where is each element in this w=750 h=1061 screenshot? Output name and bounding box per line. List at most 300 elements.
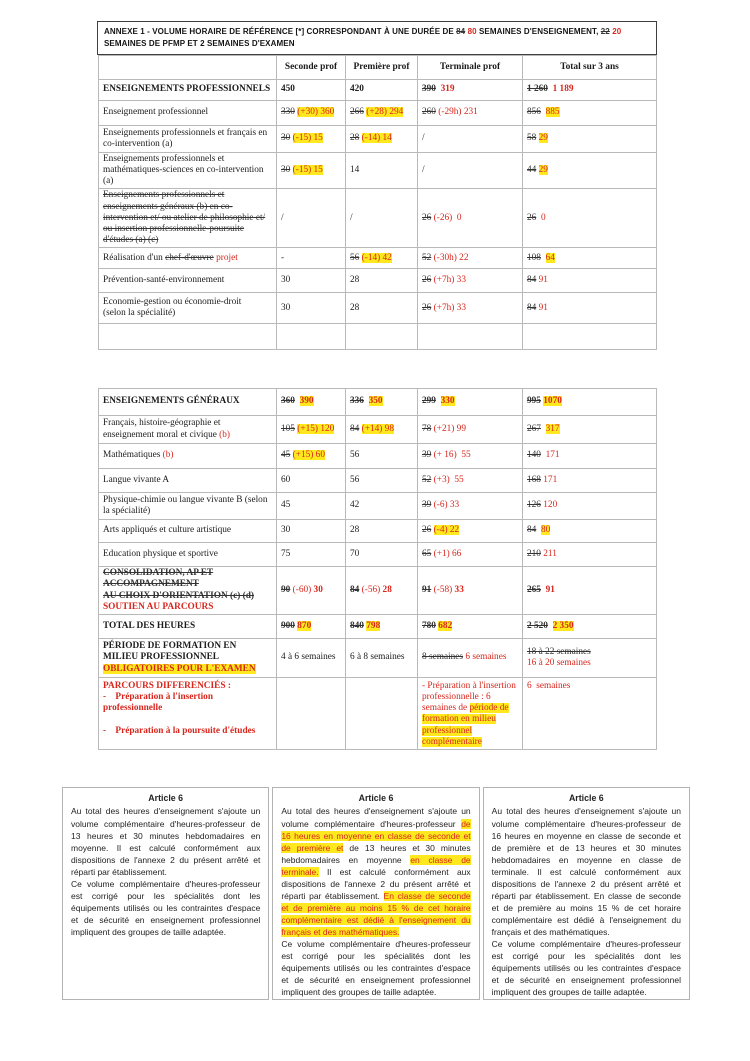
- text-segment: OBLIGATOIRES POUR L'EXAMEN: [103, 663, 256, 674]
- value-cell: [277, 469, 346, 493]
- text-segment: Langue vivante A: [103, 474, 170, 485]
- text-segment: 45: [281, 500, 291, 511]
- value-cell: [418, 80, 523, 101]
- text-segment: Ce volume complémentaire d'heures-professeur est corrigé pour les spécialités dont les équipements utilisés ou les contraintes d'espace et de sécurité en enseignement professionnel impliquent des groupes de taille adaptée.: [491, 939, 681, 998]
- text-segment: 28: [350, 133, 360, 144]
- text-segment: 26: [422, 275, 432, 286]
- text-segment: 900: [281, 620, 295, 631]
- value-cell: [523, 293, 657, 324]
- row-label-cell: [99, 493, 277, 520]
- value-cell: [418, 567, 523, 615]
- text-segment: SOUTIEN AU PARCOURS: [103, 601, 214, 612]
- text-segment: 6 semaines: [527, 681, 571, 691]
- value-cell: [277, 567, 346, 615]
- text-segment: 856: [527, 107, 541, 118]
- column-header: Terminale prof: [418, 56, 523, 80]
- row-label-cell: [99, 543, 277, 567]
- table-row: [99, 639, 657, 678]
- text-segment: 91: [422, 584, 432, 595]
- text-segment: 28: [350, 275, 360, 286]
- value-cell: [418, 126, 523, 153]
- text-segment: (+15) 60: [292, 450, 325, 461]
- text-segment: 2 520: [527, 620, 548, 631]
- text-segment: 266: [350, 107, 364, 118]
- text-segment: 870: [297, 620, 312, 631]
- text-segment: 70: [350, 548, 360, 559]
- value-cell: [346, 469, 418, 493]
- text-segment: 105: [281, 423, 295, 434]
- text-segment: 56: [350, 450, 360, 461]
- text-segment: 56: [350, 474, 360, 485]
- value-cell: [346, 269, 418, 293]
- value-cell: [523, 153, 657, 189]
- text-segment: (+28) 294: [366, 107, 404, 118]
- text-segment: 360: [281, 396, 295, 407]
- text-segment: en classe de terminale.: [281, 854, 471, 877]
- value-cell: [346, 126, 418, 153]
- text-segment: [541, 424, 546, 434]
- text-segment: (-6) 33: [433, 500, 460, 511]
- text-segment: AU CHOIX D'ORIENTATION (c) (d): [103, 590, 254, 601]
- article-title: Article 6: [568, 793, 604, 803]
- row-label-cell: [99, 189, 277, 248]
- text-segment: [436, 396, 441, 406]
- text-segment: (+30) 360: [297, 107, 335, 118]
- value-cell: [523, 416, 657, 444]
- row-label-cell: [99, 153, 277, 189]
- text-segment: 26: [527, 212, 537, 223]
- value-cell: [523, 615, 657, 639]
- annexe-title: [97, 21, 657, 55]
- row-label-cell: [99, 639, 277, 678]
- value-cell: [277, 324, 346, 350]
- text-segment: (-60): [292, 584, 312, 595]
- value-cell: [346, 293, 418, 324]
- text-segment: 8 semaines: [422, 652, 464, 663]
- table-row: [99, 389, 657, 416]
- row-label-cell: [99, 615, 277, 639]
- value-cell: [277, 126, 346, 153]
- value-cell: [277, 543, 346, 567]
- row-label-cell: [99, 567, 277, 615]
- text-segment: (-14) 42: [361, 252, 392, 263]
- text-segment: 39: [422, 500, 432, 511]
- text-segment: 350: [368, 396, 383, 407]
- text-segment: 140: [527, 450, 541, 461]
- text-segment: 64: [545, 252, 555, 263]
- column-header-row: [99, 56, 657, 80]
- row-label-cell: [99, 324, 277, 350]
- text-segment: 995: [527, 396, 541, 407]
- value-cell: [277, 639, 346, 678]
- text-segment: 390: [299, 396, 314, 407]
- text-segment: 2 350: [552, 620, 574, 631]
- text-segment: 780: [422, 620, 436, 631]
- text-segment: 28: [350, 525, 360, 536]
- text-segment: [541, 253, 546, 263]
- text-segment: 126: [527, 500, 541, 511]
- text-segment: 20: [612, 27, 622, 36]
- text-segment: 798: [366, 620, 381, 631]
- text-segment: 0: [540, 212, 546, 223]
- value-cell: [418, 444, 523, 469]
- table-row: [99, 293, 657, 324]
- value-cell: [523, 324, 657, 350]
- text-segment: - Préparation à la poursuite d'études: [103, 725, 256, 736]
- text-segment: 26: [422, 525, 432, 536]
- text-segment: 80: [540, 525, 551, 536]
- text-segment: 30: [281, 525, 291, 536]
- text-segment: 330: [440, 396, 455, 407]
- value-cell: [418, 639, 523, 678]
- value-cell: [523, 444, 657, 469]
- text-segment: 91: [538, 302, 548, 313]
- text-segment: 84: [350, 423, 360, 434]
- value-cell: [523, 678, 657, 750]
- text-segment: 120: [543, 500, 558, 511]
- text-segment: En classe de seconde et de première au moins 15 % de cet horaire complémentaire est dédié à l'enseignement du français et des mathématiques.: [281, 890, 471, 938]
- value-cell: [418, 389, 523, 416]
- value-cell: [418, 293, 523, 324]
- value-cell: [346, 493, 418, 520]
- value-cell: [523, 469, 657, 493]
- text-segment: 30: [281, 165, 291, 176]
- table-row: [99, 469, 657, 493]
- text-segment: 885: [545, 107, 560, 118]
- value-cell: [418, 269, 523, 293]
- article6-box: [483, 787, 690, 1000]
- text-segment: 6 semaines: [465, 652, 507, 663]
- text-segment: [541, 107, 546, 117]
- text-segment: période de formation en milieu professionnel complémentaire: [422, 703, 509, 747]
- column-header: Première prof: [346, 56, 418, 80]
- value-cell: [418, 153, 523, 189]
- text-segment: 16 à 20 semaines: [527, 658, 591, 668]
- article6-boxes: [62, 787, 690, 1000]
- value-cell: [277, 269, 346, 293]
- text-segment: 75: [281, 548, 291, 559]
- text-segment: (-4) 22: [433, 525, 460, 536]
- text-segment: 30: [281, 275, 291, 286]
- value-cell: [277, 678, 346, 750]
- text-segment: 30: [281, 133, 291, 144]
- text-segment: 26: [422, 302, 432, 313]
- text-segment: Education physique et sportive: [103, 548, 218, 559]
- value-cell: [418, 189, 523, 248]
- text-segment: (-30h) 22: [433, 252, 469, 263]
- table-row: [99, 153, 657, 189]
- value-cell: [346, 80, 418, 101]
- text-segment: PÉRIODE DE FORMATION EN MILIEU PROFESSIONNEL: [103, 641, 237, 663]
- text-segment: 33: [454, 584, 464, 595]
- text-segment: 84: [527, 275, 537, 286]
- text-segment: 210: [527, 548, 541, 559]
- text-segment: 267: [527, 423, 541, 434]
- value-cell: [346, 416, 418, 444]
- row-label-cell: [99, 248, 277, 269]
- text-segment: [548, 621, 553, 631]
- value-cell: [418, 101, 523, 126]
- text-segment: 52: [422, 474, 432, 485]
- text-segment: /: [422, 165, 425, 176]
- value-cell: [346, 444, 418, 469]
- text-segment: (+1) 66: [433, 548, 462, 559]
- value-cell: [346, 639, 418, 678]
- text-segment: (-15) 15: [292, 165, 323, 176]
- text-segment: /: [281, 212, 284, 223]
- text-segment: 45: [281, 450, 291, 461]
- value-cell: [418, 324, 523, 350]
- hours-table-general: [98, 388, 657, 750]
- text-segment: 317: [545, 423, 560, 434]
- text-segment: (-15) 15: [292, 133, 323, 144]
- value-cell: [277, 444, 346, 469]
- text-segment: (-29h) 231: [438, 107, 478, 118]
- text-segment: projet: [216, 252, 238, 263]
- value-cell: [277, 615, 346, 639]
- table-row: [99, 126, 657, 153]
- text-segment: 44: [527, 165, 537, 176]
- text-segment: 682: [438, 620, 453, 631]
- text-segment: Réalisation d'un: [103, 252, 166, 263]
- value-cell: [523, 520, 657, 543]
- text-segment: Economie-gestion ou économie-droit: [103, 297, 242, 308]
- text-segment: 39: [422, 450, 432, 461]
- table-row: [99, 101, 657, 126]
- text-segment: Enseignements professionnels et français en co-intervention (a): [103, 127, 268, 149]
- text-segment: 1 260: [527, 84, 548, 95]
- row-label-cell: [99, 444, 277, 469]
- table-row: [99, 520, 657, 543]
- text-segment: 168: [527, 474, 541, 485]
- table-row: [99, 269, 657, 293]
- article-title: Article 6: [358, 793, 394, 803]
- text-segment: 171: [545, 450, 560, 461]
- value-cell: [418, 416, 523, 444]
- text-segment: - Préparation à l'insertion professionnelle: [103, 692, 214, 714]
- value-cell: [277, 520, 346, 543]
- value-cell: [523, 639, 657, 678]
- text-segment: 299: [422, 396, 436, 407]
- text-segment: Au total des heures d'enseignement s'ajoute un volume complémentaire d'heures-professeur de 13 heures et 30 minutes hebdomadaires en moyenne. Il est calculé conformément aux dispositions de l'annexe 2 du présent arrêté et réparti par établissement.: [71, 806, 261, 877]
- value-cell: [523, 80, 657, 101]
- text-segment: 91: [538, 275, 548, 286]
- value-cell: [418, 543, 523, 567]
- text-segment: 84: [350, 584, 360, 595]
- text-segment: (-26) 0: [433, 212, 462, 223]
- article-body: [71, 805, 260, 938]
- text-segment: Ce volume complémentaire d'heures-professeur est corrigé pour les spécialités dont les équipements utilisés ou les contraintes d'espace et de sécurité en enseignement professionnel impliquent des groupes de taille adaptée.: [281, 939, 471, 998]
- column-header: Seconde prof: [277, 56, 346, 80]
- text-segment: (+7h) 33: [433, 275, 466, 286]
- text-segment: 78: [422, 423, 432, 434]
- article-title: Article 6: [148, 793, 184, 803]
- value-cell: [418, 678, 523, 750]
- row-label-cell: [99, 678, 277, 750]
- value-cell: [277, 493, 346, 520]
- text-segment: 84: [527, 302, 537, 313]
- text-segment: (+3) 55: [433, 474, 464, 485]
- text-segment: 420: [350, 84, 364, 95]
- value-cell: [346, 101, 418, 126]
- text-segment: 30: [281, 302, 291, 313]
- value-cell: [523, 189, 657, 248]
- table-row: [99, 248, 657, 269]
- text-segment: 84: [527, 525, 537, 536]
- value-cell: [523, 269, 657, 293]
- text-segment: 30: [313, 584, 323, 595]
- text-segment: Enseignements professionnels et mathématiques-sciences en co-intervention (a): [103, 154, 264, 187]
- text-segment: 26: [422, 212, 432, 223]
- table-row: [99, 444, 657, 469]
- text-segment: (+7h) 33: [433, 302, 466, 313]
- text-segment: 58: [527, 133, 537, 144]
- value-cell: [346, 389, 418, 416]
- text-segment: Enseignements professionnels et enseignements généraux (b) en co-intervention et/ ou atelier de philosophie et/ ou insertion professionnelle-poursuite d'études (a) (c): [103, 190, 266, 246]
- row-label-cell: [99, 126, 277, 153]
- text-segment: Au total des heures d'enseignement s'ajoute un volume complémentaire d'heures-professeur de 16 heures en moyenne en classe de seconde et de première et de 13 heures et 30 minutes hebdomadaires en moyenne en classe de terminale. Il est calculé conformément aux dispositions de l'annexe 2 du présent arrêté et réparti par établissement. En classe de seconde et de première au moins 15 % de cet horaire complémentaire est dédié à l'enseignement du français et des mathématiques.: [491, 806, 681, 938]
- row-label-cell: [99, 101, 277, 126]
- text-segment: (-14) 14: [361, 133, 392, 144]
- text-segment: 260: [422, 107, 436, 118]
- text-segment: 330: [281, 107, 295, 118]
- text-segment: Arts appliqués et culture artistique: [103, 525, 232, 536]
- value-cell: [523, 543, 657, 567]
- text-segment: ANNEXE 1 - VOLUME HORAIRE DE RÉFÉRENCE [*] CORRESPONDANT À UNE DURÉE DE: [104, 27, 457, 36]
- value-cell: [523, 567, 657, 615]
- value-cell: [346, 678, 418, 750]
- text-segment: de 13 heures et 30 minutes hebdomadaires en moyenne: [281, 842, 471, 865]
- professional-rows: [99, 80, 657, 350]
- text-segment: 265: [527, 584, 541, 595]
- text-segment: Au total des heures d'enseignement s'ajoute un volume complémentaire d'heures-professeur: [281, 806, 471, 829]
- text-segment: 28: [382, 584, 392, 595]
- text-segment: 14: [350, 165, 360, 176]
- column-header: Total sur 3 ans: [523, 56, 657, 80]
- value-cell: [277, 153, 346, 189]
- table-row: [99, 678, 657, 750]
- value-cell: [277, 293, 346, 324]
- text-segment: 65: [422, 548, 432, 559]
- value-cell: [277, 80, 346, 101]
- value-cell: [523, 248, 657, 269]
- text-segment: (-56): [361, 584, 381, 595]
- text-segment: 840: [350, 620, 364, 631]
- row-label-cell: [99, 389, 277, 416]
- value-cell: [346, 153, 418, 189]
- text-segment: TOTAL DES HEURES: [103, 620, 196, 631]
- value-cell: [418, 520, 523, 543]
- text-segment: (b): [219, 429, 231, 440]
- table-row: [99, 543, 657, 567]
- text-segment: Il est calculé conformément aux dispositions de l'annexe 2 du présent arrêté et réparti par établissement.: [281, 866, 471, 901]
- text-segment: de 16 heures en moyenne en classe de seconde et de première et: [281, 818, 471, 853]
- value-cell: [418, 493, 523, 520]
- value-cell: [277, 416, 346, 444]
- value-cell: [346, 189, 418, 248]
- text-segment: Français, histoire-géographie et enseignement moral et civique: [103, 418, 221, 440]
- text-segment: /: [350, 212, 353, 223]
- table-row: [99, 567, 657, 615]
- text-segment: (b): [162, 450, 174, 461]
- text-segment: 450: [281, 84, 295, 95]
- text-segment: ENSEIGNEMENTS PROFESSIONNELS: [103, 84, 271, 95]
- text-segment: 171: [543, 474, 558, 485]
- value-cell: [418, 615, 523, 639]
- text-segment: 84: [456, 27, 466, 36]
- row-label-cell: [99, 80, 277, 101]
- text-segment: 18 à 22 semaines: [527, 646, 591, 657]
- text-segment: (-58): [433, 584, 453, 595]
- row-label-column-header: [99, 56, 277, 80]
- article-body: [281, 805, 470, 998]
- text-segment: (selon la spécialité): [103, 308, 176, 319]
- text-segment: - Préparation à l'insertion professionnelle : 6 semaines de: [422, 681, 516, 714]
- value-cell: [523, 126, 657, 153]
- text-segment: Physique-chimie ou langue vivante B (selon la spécialité): [103, 494, 268, 516]
- text-segment: 42: [350, 500, 360, 511]
- text-segment: 28: [350, 302, 360, 313]
- value-cell: [346, 567, 418, 615]
- value-cell: [523, 389, 657, 416]
- value-cell: [346, 615, 418, 639]
- row-label-cell: [99, 269, 277, 293]
- article-body: [492, 805, 681, 998]
- text-segment: 91: [545, 584, 555, 595]
- value-cell: [523, 493, 657, 520]
- text-segment: 90: [281, 584, 291, 595]
- text-segment: (+ 16) 55: [433, 450, 471, 461]
- text-segment: /: [422, 133, 425, 144]
- text-segment: -: [281, 252, 285, 263]
- table-row: [99, 615, 657, 639]
- text-segment: 56: [350, 252, 360, 263]
- text-segment: [364, 396, 369, 406]
- text-segment: 6 à 8 semaines: [350, 652, 405, 663]
- text-segment: (+15) 120: [297, 423, 335, 434]
- text-segment: 211: [543, 548, 557, 559]
- text-segment: 319: [440, 84, 455, 95]
- table-row: [99, 80, 657, 101]
- value-cell: [277, 248, 346, 269]
- text-segment: 336: [350, 396, 364, 407]
- text-segment: ENSEIGNEMENTS GÉNÉRAUX: [103, 396, 240, 407]
- text-segment: (+14) 98: [361, 423, 394, 434]
- text-segment: 390: [422, 84, 436, 95]
- table-row: [99, 189, 657, 248]
- text-segment: 1 189: [552, 84, 574, 95]
- text-segment: 4 à 6 semaines: [281, 652, 336, 663]
- value-cell: [523, 101, 657, 126]
- text-segment: Prévention-santé-environnement: [103, 275, 225, 286]
- table-row: [99, 493, 657, 520]
- text-segment: 22: [600, 27, 610, 36]
- value-cell: [346, 520, 418, 543]
- text-segment: 29: [538, 165, 548, 176]
- text-segment: Mathématiques: [103, 450, 163, 461]
- text-segment: 52: [422, 252, 432, 263]
- text-segment: chef-d'œuvre: [165, 252, 214, 263]
- text-segment: SEMAINES D'ENSEIGNEMENT,: [476, 27, 601, 36]
- value-cell: [277, 389, 346, 416]
- value-cell: [346, 248, 418, 269]
- general-rows: [99, 389, 657, 750]
- text-segment: 1070: [543, 396, 562, 407]
- table-row: [99, 416, 657, 444]
- text-segment: 108: [527, 252, 541, 263]
- value-cell: [277, 101, 346, 126]
- text-segment: (+21) 99: [433, 423, 466, 434]
